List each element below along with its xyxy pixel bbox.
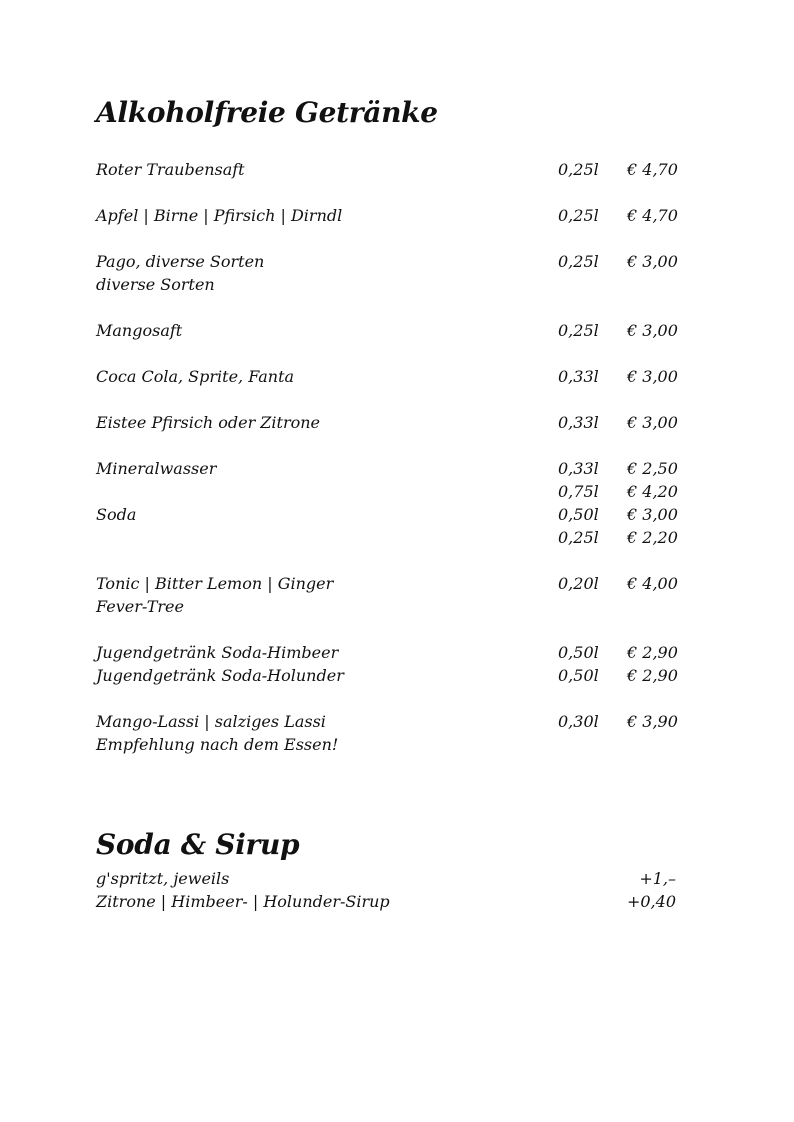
item-price: € 3,00 xyxy=(627,413,678,432)
menu-row xyxy=(96,319,696,342)
item-price: € 3,00 xyxy=(627,367,678,386)
item-volume: 0,25l xyxy=(558,160,599,179)
item-name: Eistee Pfirsich oder Zitrone xyxy=(96,413,321,432)
drinks-list xyxy=(96,158,696,756)
row-spacer xyxy=(96,618,696,641)
item-name: Zitrone | Himbeer- | Holunder-Sirup xyxy=(96,892,390,911)
item-price: € 2,90 xyxy=(627,643,678,662)
item-volume: 0,50l xyxy=(558,505,599,524)
item-surcharge: +1,– xyxy=(639,869,676,888)
item-price: € 3,00 xyxy=(627,505,678,524)
item-name: Coca Cola, Sprite, Fanta xyxy=(96,367,295,386)
item-volume: 0,20l xyxy=(558,574,599,593)
sirup-list xyxy=(96,867,696,913)
row-spacer xyxy=(96,388,696,411)
item-price: € 2,20 xyxy=(627,528,678,547)
item-name: diverse Sorten xyxy=(96,275,215,294)
row-spacer xyxy=(96,342,696,365)
menu-row xyxy=(96,526,696,549)
item-price: € 4,70 xyxy=(627,160,678,179)
section-title-soda-sirup: Soda & Sirup xyxy=(96,828,300,861)
item-price: € 2,50 xyxy=(627,459,678,478)
item-name: Soda xyxy=(96,505,137,524)
menu-row xyxy=(96,733,696,756)
item-name: Pago, diverse Sorten xyxy=(96,252,265,271)
item-name: Empfehlung nach dem Essen! xyxy=(96,735,339,754)
item-volume: 0,50l xyxy=(558,666,599,685)
item-volume: 0,25l xyxy=(558,252,599,271)
menu-row xyxy=(96,158,696,181)
row-spacer xyxy=(96,181,696,204)
item-price: € 3,00 xyxy=(627,321,678,340)
item-name: Mango-Lassi | salziges Lassi xyxy=(96,712,326,731)
item-volume: 0,75l xyxy=(558,482,599,501)
menu-row xyxy=(96,890,696,913)
item-name: Mangosaft xyxy=(96,321,183,340)
item-volume: 0,25l xyxy=(558,321,599,340)
item-volume: 0,33l xyxy=(558,413,599,432)
menu-row xyxy=(96,595,696,618)
menu-row xyxy=(96,273,696,296)
item-name: Apfel | Birne | Pfirsich | Dirndl xyxy=(96,206,343,225)
item-price: € 3,90 xyxy=(627,712,678,731)
item-price: € 4,20 xyxy=(627,482,678,501)
item-volume: 0,50l xyxy=(558,643,599,662)
menu-row xyxy=(96,411,696,434)
menu-row xyxy=(96,250,696,273)
item-name: Jugendgetränk Soda-Himbeer xyxy=(96,643,339,662)
item-volume: 0,33l xyxy=(558,367,599,386)
menu-row xyxy=(96,457,696,480)
item-price: € 4,70 xyxy=(627,206,678,225)
item-name: Fever-Tree xyxy=(96,597,184,616)
row-spacer xyxy=(96,687,696,710)
menu-row xyxy=(96,572,696,595)
menu-row xyxy=(96,641,696,664)
item-name: Jugendgetränk Soda-Holunder xyxy=(96,666,344,685)
item-name: Roter Traubensaft xyxy=(96,160,245,179)
row-spacer xyxy=(96,227,696,250)
menu-row xyxy=(96,664,696,687)
item-volume: 0,25l xyxy=(558,206,599,225)
row-spacer xyxy=(96,434,696,457)
item-price: € 2,90 xyxy=(627,666,678,685)
item-volume: 0,30l xyxy=(558,712,599,731)
item-surcharge: +0,40 xyxy=(626,892,676,911)
item-name: g'spritzt, jeweils xyxy=(96,869,230,888)
menu-row xyxy=(96,503,696,526)
menu-row xyxy=(96,867,696,890)
item-name: Tonic | Bitter Lemon | Ginger xyxy=(96,574,334,593)
row-spacer xyxy=(96,549,696,572)
menu-row xyxy=(96,710,696,733)
item-volume: 0,25l xyxy=(558,528,599,547)
item-name: Mineralwasser xyxy=(96,459,217,478)
menu-row xyxy=(96,204,696,227)
row-spacer xyxy=(96,296,696,319)
menu-row xyxy=(96,365,696,388)
menu-row xyxy=(96,480,696,503)
item-price: € 3,00 xyxy=(627,252,678,271)
item-volume: 0,33l xyxy=(558,459,599,478)
item-price: € 4,00 xyxy=(627,574,678,593)
section-title-alkoholfreie-getraenke: Alkoholfreie Getränke xyxy=(96,96,438,129)
